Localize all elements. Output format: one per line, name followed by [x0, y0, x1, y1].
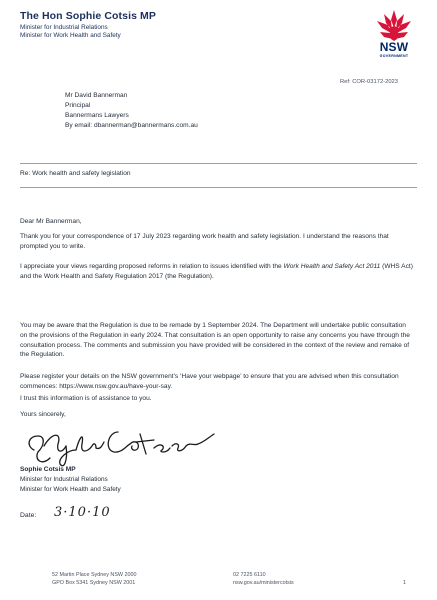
minister-name: The Hon Sophie Cotsis MP	[20, 10, 156, 22]
subject-divider-bottom	[20, 187, 417, 188]
addressee-email: By email: dbannerman@bannermans.com.au	[65, 122, 198, 129]
minister-role-work-health-safety: Minister for Work Health and Safety	[20, 32, 121, 39]
subject-line: Re: Work health and safety legislation	[20, 170, 131, 177]
footer-postal-address: GPO Box 5341 Sydney NSW 2001	[52, 580, 136, 586]
reference-number: Ref: COR-03172-2023	[340, 79, 399, 85]
date-label: Date:	[20, 512, 37, 519]
closing: Yours sincerely,	[20, 411, 66, 418]
nsw-logo-text: NSW	[379, 40, 409, 54]
signatory-role-work-health-safety: Minister for Work Health and Safety	[20, 486, 121, 493]
footer-website: nsw.gov.au/ministercotsis	[233, 580, 294, 586]
footer-phone: 02 7225 6110	[233, 572, 266, 578]
addressee-title: Principal	[65, 102, 91, 109]
nsw-logo-subtext: GOVERNMENT	[379, 54, 409, 58]
paragraph-5: I trust this information is of assistance to you.	[20, 395, 152, 402]
salutation: Dear Mr Bannerman,	[20, 218, 82, 225]
paragraph-2-text-a: I appreciate your views regarding proposed reforms in relation to issues identified with the	[20, 263, 284, 270]
signature	[22, 420, 227, 472]
addressee-name: Mr David Bannerman	[65, 92, 128, 99]
paragraph-4: Please register your details on the NSW government’s ‘Have your webpage’ to ensure that you are advised when this consultation commences: https://www.nsw.gov.au/have-your-say.	[20, 373, 399, 390]
addressee-firm: Bannermans Lawyers	[65, 112, 129, 119]
paragraph-2	[20, 262, 415, 282]
signatory-name: Sophie Cotsis MP	[20, 466, 76, 473]
paragraph-3: You may be aware that the Regulation is due to be remade by 1 September 2024. The Department will undertake public consultation on the provisions of the Regulation in early 2024. That consultation is an open opportunity to raise any concerns you have through the consultation process. The comments and submission you have provided will be considered in the context of the review and remake of the Regulation.	[20, 322, 410, 359]
minister-role-industrial-relations: Minister for Industrial Relations	[20, 24, 108, 31]
footer-street-address: 52 Martin Place Sydney NSW 2000	[52, 572, 137, 578]
subject-divider-top	[20, 163, 417, 164]
paragraph-1: Thank you for your correspondence of 17 July 2023 regarding work health and safety legislation. I understand the reasons that prompted you to write.	[20, 233, 389, 250]
act-title: Work Health and Safety Act 2011	[283, 263, 381, 270]
signatory-role-industrial-relations: Minister for Industrial Relations	[20, 476, 108, 483]
page-number: 1	[403, 580, 406, 586]
date-handwritten: 3·10·10	[54, 505, 111, 520]
paragraph-2-text-b: (WHS Act) and the Work Health and Safety Regulation 2017 (the Regulation).	[20, 263, 413, 280]
